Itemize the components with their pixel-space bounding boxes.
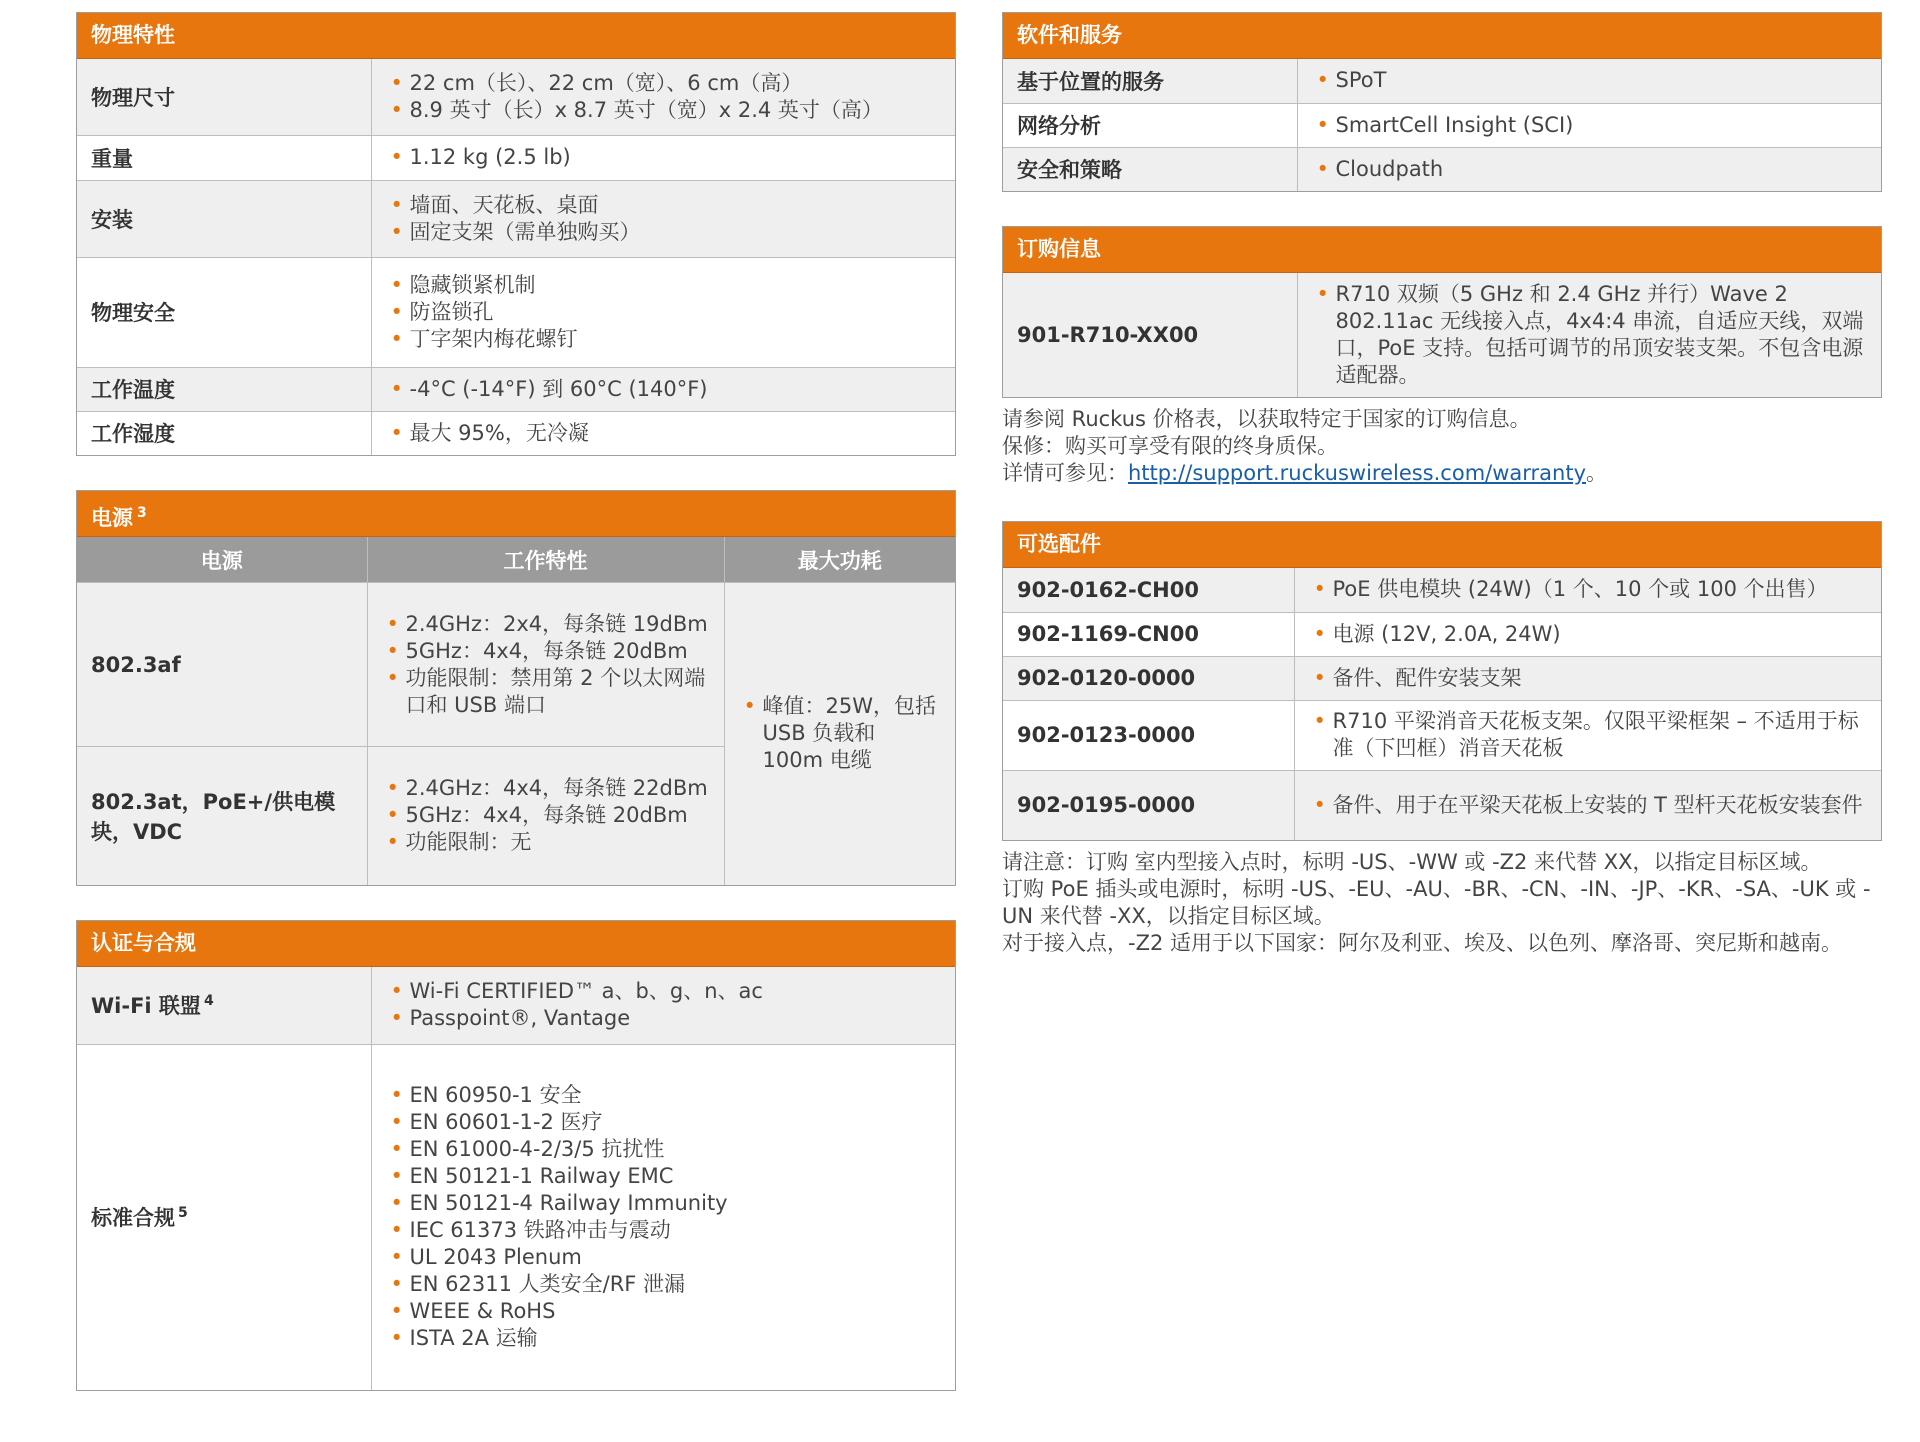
table-row [77, 1045, 955, 1390]
row-label [77, 967, 371, 1045]
list-item: • R710 平梁消音天花板支架。仅限平梁框架 – 不适用于标准（下凹框）消音天花板 [1309, 708, 1868, 762]
certification-section [76, 920, 956, 1391]
list-item: • WEEE & RoHS [386, 1298, 942, 1325]
table-row [77, 583, 955, 747]
list-item: • 2.4GHz：2x4，每条链 19dBm [382, 611, 710, 638]
table-row [77, 59, 955, 135]
note-line: 请参阅 Ruckus 价格表，以获取特定于国家的订购信息。 [1002, 407, 1531, 431]
list-item: • EN 50121-4 Railway Immunity [386, 1190, 942, 1217]
row-label: 802.3af [77, 583, 367, 747]
certification-header: 认证与合规 [77, 921, 955, 967]
list-item: • 隐藏锁紧机制 [386, 272, 942, 299]
list-item: • 固定支架（需单独购买） [386, 219, 942, 246]
list-item: • 丁字架内梅花螺钉 [386, 326, 942, 353]
footnote-marker: 5 [178, 1205, 188, 1222]
list-item: • 功能限制：禁用第 2 个以太网端口和 USB 端口 [382, 665, 710, 719]
row-label: 重量 [77, 135, 371, 180]
row-label: 802.3at，PoE+/供电模块，VDC [77, 747, 367, 885]
list-item: • ISTA 2A 运输 [386, 1325, 942, 1352]
accessories-header: 可选配件 [1003, 522, 1881, 568]
table-row [1003, 273, 1881, 397]
list-item: • EN 61000-4-2/3/5 抗扰性 [386, 1136, 942, 1163]
row-label: 基于位置的服务 [1003, 59, 1297, 103]
warranty-link[interactable]: http://support.ruckuswireless.com/warranty [1128, 461, 1587, 485]
table-row [77, 411, 955, 455]
list-item: • EN 62311 人类安全/RF 泄漏 [386, 1271, 942, 1298]
table-row [1003, 147, 1881, 191]
software-section [1002, 12, 1882, 192]
list-item: • 最大 95%，无冷凝 [386, 420, 942, 447]
note-line: 订购 PoE 插头或电源时，标明 -US、-EU、-AU、-BR、-CN、-IN、-JP、-KR、-SA、-UK 或 -UN 来代替 -XX，以指定目标区域。 [1002, 877, 1871, 928]
row-label-text: Wi-Fi 联盟 [91, 994, 201, 1019]
table-row [1003, 770, 1881, 840]
row-label: 902-0195-0000 [1003, 770, 1294, 840]
list-item: • 5GHz：4x4，每条链 20dBm [382, 638, 710, 665]
list-item: • 备件、配件安装支架 [1309, 665, 1868, 692]
row-label: 902-0123-0000 [1003, 700, 1294, 770]
footnote-marker: 3 [137, 505, 147, 521]
footnote-marker: 4 [203, 993, 214, 1010]
software-header: 软件和服务 [1003, 13, 1881, 59]
certification-table [77, 967, 955, 1390]
table-row [77, 180, 955, 257]
row-label: 工作湿度 [77, 411, 371, 455]
right-column [1002, 12, 1882, 991]
column-header: 工作特性 [367, 537, 724, 583]
physical-header: 物理特性 [77, 13, 955, 59]
power-table [77, 537, 955, 885]
list-item: • EN 60601-1-2 医疗 [386, 1109, 942, 1136]
power-section [76, 490, 956, 886]
row-label: 902-0162-CH00 [1003, 568, 1294, 612]
list-item: • -4°C (-14°F) 到 60°C (140°F) [386, 376, 942, 403]
power-header [77, 491, 955, 537]
list-item: • Wi-Fi CERTIFIED™ a、b、g、n、ac [386, 978, 942, 1005]
accessories-table [1003, 568, 1881, 840]
column-header: 最大功耗 [724, 537, 955, 583]
list-item: • UL 2043 Plenum [386, 1244, 942, 1271]
left-column [76, 12, 956, 1425]
table-row [77, 257, 955, 367]
note-suffix: 。 [1586, 461, 1608, 485]
table-row [77, 135, 955, 180]
table-row [77, 967, 955, 1045]
software-table [1003, 59, 1881, 191]
note-line: 对于接入点，-Z2 适用于以下国家：阿尔及利亚、埃及、以色列、摩洛哥、突尼斯和越南。 [1002, 931, 1842, 955]
row-label [77, 1045, 371, 1390]
list-item: • 功能限制：无 [382, 829, 710, 856]
note-line [1002, 460, 1882, 487]
ordering-table [1003, 273, 1881, 397]
row-label: 安装 [77, 180, 371, 257]
list-item: • R710 双频（5 GHz 和 2.4 GHz 并行）Wave 2 802.11ac 无线接入点，4x4:4 串流，自适应天线，双端口，PoE 支持。包括可调节的吊顶安装支架。不包含电源适配器。 [1312, 281, 1868, 389]
list-item: • 8.9 英寸（长）x 8.7 英寸（宽）x 2.4 英寸（高） [386, 97, 942, 124]
list-item: • 防盗锁孔 [386, 299, 942, 326]
row-label-text: 标准合规 [91, 1206, 175, 1231]
accessories-section [1002, 521, 1882, 841]
row-label: 工作温度 [77, 367, 371, 411]
list-item: • 墙面、天花板、桌面 [386, 192, 942, 219]
list-item: • 2.4GHz：4x4，每条链 22dBm [382, 775, 710, 802]
row-label: 901-R710-XX00 [1003, 273, 1297, 397]
table-row [77, 367, 955, 411]
list-item: • 1.12 kg (2.5 lb) [386, 144, 942, 171]
row-label: 物理安全 [77, 257, 371, 367]
list-item: • PoE 供电模块 (24W)（1 个、10 个或 100 个出售） [1309, 576, 1868, 603]
list-item: • 备件、用于在平梁天花板上安装的 T 型杆天花板安装套件 [1309, 792, 1868, 819]
ordering-header: 订购信息 [1003, 227, 1881, 273]
row-label: 网络分析 [1003, 103, 1297, 147]
accessories-notes [1002, 849, 1882, 957]
table-row [1003, 103, 1881, 147]
list-item: • 峰值：25W，包括 USB 负载和 100m 电缆 [739, 693, 942, 774]
list-item: • Cloudpath [1312, 156, 1868, 183]
row-label: 物理尺寸 [77, 59, 371, 135]
note-prefix: 详情可参见： [1002, 461, 1128, 485]
note-line: 保修：购买可享受有限的终身质保。 [1002, 434, 1338, 458]
table-header-row [77, 537, 955, 583]
physical-section [76, 12, 956, 456]
list-item: • SmartCell Insight (SCI) [1312, 112, 1868, 139]
list-item: • EN 50121-1 Railway EMC [386, 1163, 942, 1190]
list-item: • SPoT [1312, 67, 1868, 94]
physical-table [77, 59, 955, 455]
table-row [1003, 700, 1881, 770]
note-line: 请注意：订购 室内型接入点时，标明 -US、-WW 或 -Z2 来代替 XX，以指定目标区域。 [1002, 850, 1822, 874]
list-item: • Passpoint®, Vantage [386, 1005, 942, 1032]
list-item: • 5GHz：4x4，每条链 20dBm [382, 802, 710, 829]
column-header: 电源 [77, 537, 367, 583]
table-row [1003, 59, 1881, 103]
row-label: 安全和策略 [1003, 147, 1297, 191]
table-row [1003, 568, 1881, 612]
row-label: 902-0120-0000 [1003, 656, 1294, 700]
ordering-section [1002, 226, 1882, 398]
list-item: • 22 cm（长）、22 cm（宽）、6 cm（高） [386, 70, 942, 97]
power-title: 电源 [91, 506, 133, 530]
list-item: • IEC 61373 铁路冲击与震动 [386, 1217, 942, 1244]
table-row [1003, 656, 1881, 700]
list-item: • 电源 (12V, 2.0A, 24W) [1309, 621, 1868, 648]
ordering-notes [1002, 406, 1882, 487]
list-item: • EN 60950-1 安全 [386, 1082, 942, 1109]
row-label: 902-1169-CN00 [1003, 612, 1294, 656]
table-row [1003, 612, 1881, 656]
